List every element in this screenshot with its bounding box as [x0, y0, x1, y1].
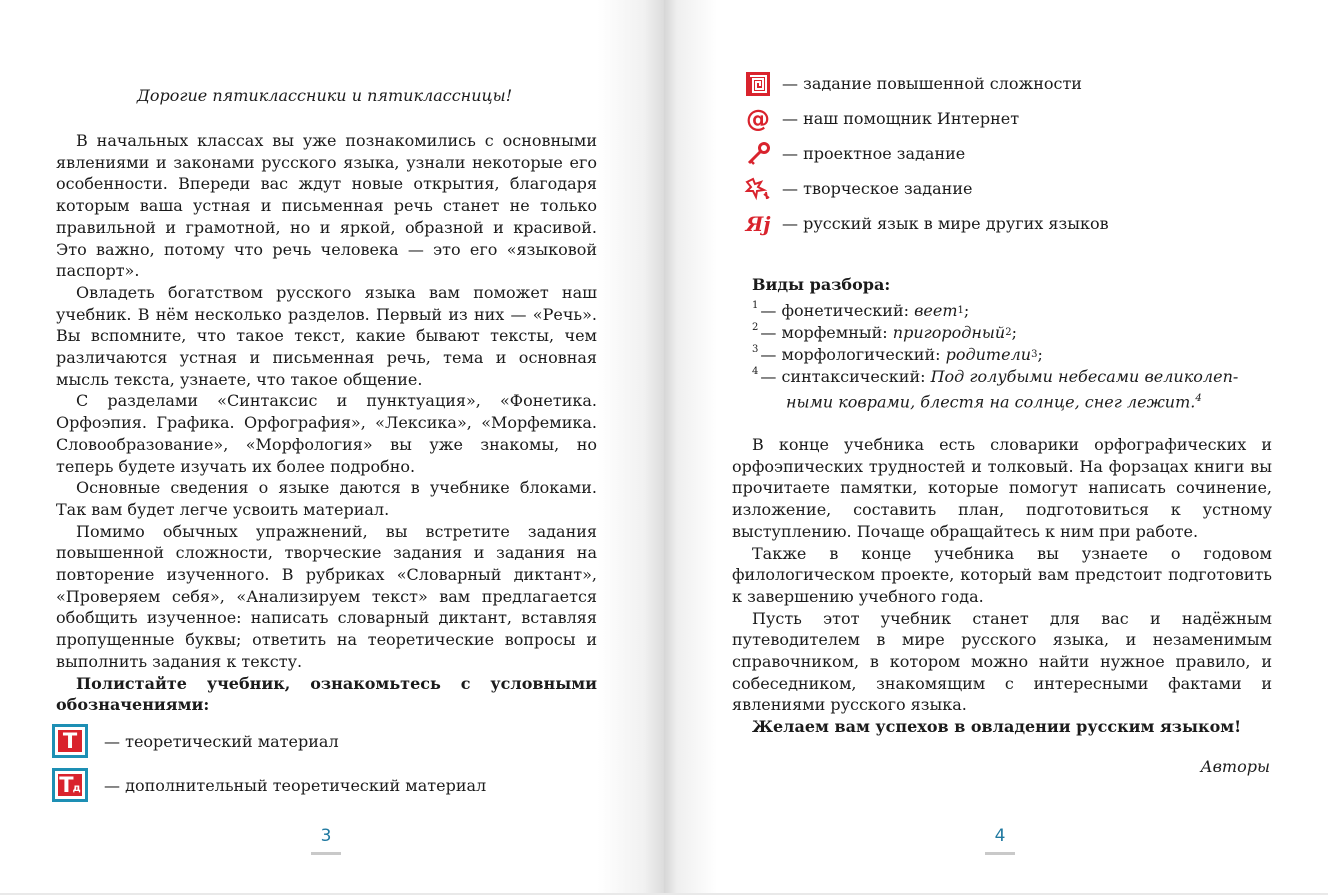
- legend-intro: Полистайте учебник, ознакомьтесь с условными обозначениями:: [56, 673, 597, 715]
- extra-theory-icon-letter: T: [59, 772, 74, 797]
- legend-label: — творческое задание: [782, 179, 973, 198]
- key-icon: [744, 140, 772, 168]
- extra-theory-icon: [52, 768, 88, 802]
- analysis-item: 2 — морфемный: пригородный 2 ;: [752, 322, 1017, 342]
- paragraph: С разделами «Синтаксис и пунктуация», «Фонетика. Орфоэпия. Графика. Орфография», «Лексика», «Морфемика. Словообразование», «Морфология» вы уже знакомы, но теперь будете изучать их более подробно.: [56, 391, 597, 476]
- paragraph: Овладеть богатством русского языка вам поможет наш учебник. В нём несколько разделов. Первый из них — «Речь». Вы вспомните, что такое текст, какие бывают тексты, чем различаются устная и письменная речь, тема и основная мысль текста, узнаете, что такое общение.: [56, 282, 597, 389]
- legend-item-internet: [744, 101, 1109, 136]
- legend-label: — русский язык в мире других языков: [782, 214, 1109, 233]
- analysis-item: 4 — синтаксический: Под голубыми небесами великолеп-: [752, 366, 1239, 386]
- sparkle-icon: [744, 175, 772, 203]
- at-icon: @: [746, 104, 770, 133]
- legend-extra-theory: [52, 768, 486, 802]
- legend-label: — дополнительный теоретический материал: [104, 775, 487, 795]
- greeting-heading: Дорогие пятиклассники и пятиклассницы!: [136, 86, 513, 105]
- page-number-right: 4: [984, 826, 1016, 855]
- legend-label: — задание повышенной сложности: [782, 74, 1082, 93]
- paragraph: В конце учебника есть словарики орфографических и орфоэпических трудностей и толковый. На форзацах книги вы прочитаете памятки, которые помогут написать сочинение, изложение, составить план, подготовиться к устному выступлению. Почаще обращайтесь к ним при работе.: [732, 435, 1272, 541]
- analysis-list: [752, 300, 1272, 413]
- extra-theory-icon-sub: д: [72, 783, 81, 794]
- legend-item-hard-task: [744, 66, 1109, 101]
- intro-text: [56, 130, 597, 716]
- legend-label: — теоретический материал: [104, 731, 339, 751]
- analysis-item: 1 — фонетический: веет 1 ;: [752, 300, 970, 320]
- page-number-left: 3: [310, 826, 342, 855]
- ya-j-icon: Яj: [745, 211, 771, 236]
- signature: Авторы: [1200, 757, 1270, 776]
- legend-label: — проектное задание: [782, 144, 966, 163]
- wishes: Желаем вам успехов в овладении русским языком!: [752, 717, 1242, 737]
- spiral-square-icon: [744, 70, 772, 98]
- analysis-item: 3 — морфологический: родители 3 ;: [752, 344, 1043, 364]
- closing-text: [732, 434, 1272, 738]
- analysis-title: Виды разбора:: [752, 275, 891, 294]
- theory-icon: [52, 724, 88, 758]
- paragraph: Помимо обычных упражнений, вы встретите задания повышенной сложности, творческие задания и задания на повторение изученного. В рубриках «Словарный диктант», «Проверяем себя», «Анализируем текст» вам предлагается обобщить изученное: написать словарный диктант, вставляя пропущенные буквы; ответить на теоретические вопросы и выполнить задания к тексту.: [56, 521, 597, 671]
- left-page: [0, 0, 665, 893]
- theory-icon-letter: T: [62, 728, 78, 753]
- legend-item-creative: [744, 171, 1109, 206]
- legend-item-languages: [744, 206, 1109, 241]
- paragraph: В начальных классах вы уже познакомились с основными явлениями и законами русского языка, узнали некоторые его особенности. Впереди вас ждут новые открытия, благодаря которым ваша устная и письменная речь станет не только правильной и грамотной, но и яркой, образной и красивой. Это важно, потому что речь человека — это его «языковой паспорт».: [56, 131, 597, 281]
- paragraph: Основные сведения о языке даются в учебнике блоками. Так вам будет легче усвоить материал.: [56, 478, 597, 519]
- paragraph: Также в конце учебника вы узнаете о годовом филологическом проекте, который вам предстоит подготовить к завершению учебного года.: [732, 543, 1272, 606]
- analysis-item-continued: ными коврами, блестя на солнце, снег лежит.$^4$: [786, 392, 1202, 412]
- legend-theory: [52, 724, 339, 758]
- legend-item-project: [744, 136, 1109, 171]
- legend-list: [744, 66, 1109, 241]
- paragraph: Пусть этот учебник станет для вас и надёжным путеводителем в мире русского языка, и незаменимым справочником, в котором можно найти нужное правило, и собеседником, знакомящим с интересными фактами и явлениями русского языка.: [732, 608, 1272, 715]
- legend-label: — наш помощник Интернет: [782, 109, 1020, 128]
